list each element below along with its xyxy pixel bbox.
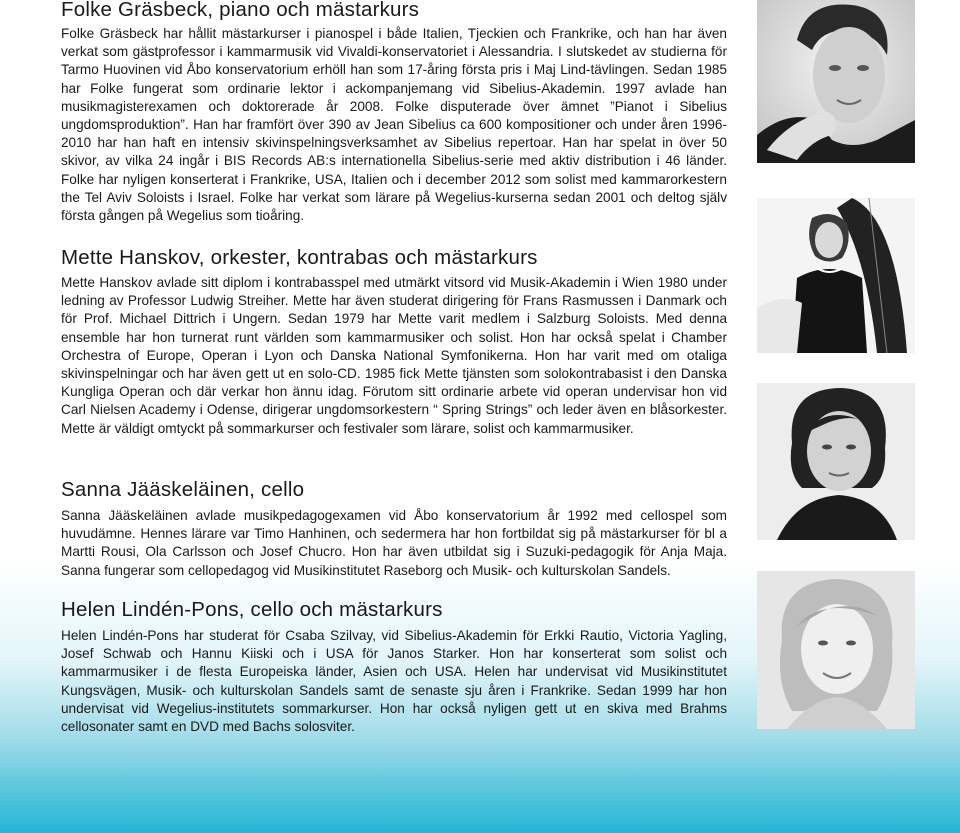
portrait-photo-mette-hanskov [757, 198, 915, 353]
portrait-photo-sanna-jaaskelainen [757, 383, 915, 540]
portrait-photo-folke-grasbeck [757, 0, 915, 163]
section-body: Folke Gräsbeck har hållit mästarkurser i pianospel i både Italien, Tjeckien och Frankrike, och han har även verkat som gästprofessor i kammarmusik vid Vivaldi-konservatoriet i Alessandria. I slutskedet av studierna för Tarmo Huovinen vid Åbo konservatorium erhöll han som 17-åring första pris i Maj Lind-tävlingen. Sedan 1985 har Folke fungerat som ordinarie lektor i ackompanjemang vid Sibelius-Akademin. 1997 avlade han musikmagisterexamen och doktorerade år 2008. Folke disputerade över ämnet ”Pianot i Sibelius ungdomsproduktion”. Han har framfört över 390 av Jean Sibelius ca 600 kompositioner och under åren 1996-2010 har han haft en intensiv skivinspelningsverksamhet av Sibelius repertoar. Han har spelat in över 50 skivor, av vilka 24 ingår i BIS Records AB:s internationella Sibelius-serie med aktiv distribution i 46 länder. Folke har nyligen konserterat i Frankrike, USA, Italien och i december 2012 som solist med kammarorkestern the Tel Aviv Soloists i Israel. Folke har verkat som lärare på Wegelius-kurserna sedan 2001 och deltog själv första gången på Wegelius som tioåring. [61, 26, 727, 224]
section-helen-linden-pons [61, 598, 727, 736]
section-body: Mette Hanskov avlade sitt diplom i kontrabasspel med utmärkt vitsord vid Musik-Akademin i Wien 1980 under ledning av Professor Ludwig Streiher. Mette har även studerat dirigering för Frans Rasmussen i Danmark och för Prof. Michael Dittrich i Ungern. Sedan 1979 har Mette varit medlem i Salzburg Soloists. Med denna ensemble har hon turnerat runt världen som kammarmusiker och solist. Hon har också spelat i Chamber Orchestra of Europe, Operan i Lyon och Danska National Symfonikerna. Hon har varit med om otaliga skivinspelningar och har även gett ut en solo-CD. 1985 fick Mette tjänsten som solokontrabasist i den Danska Kungliga Operan och där verkar hon ännu idag. Förutom sitt ordinarie arbete vid operan undervisar hon vid Carl Nielsen Academy i Odense, dirigerar ungdomsorkestern “ Spring Strings” och leder även en blåsorkester. Mette är väldigt omtyckt på sommarkurser och festivaler som lärare, solist och kammarmusiker. [61, 275, 727, 436]
section-body: Helen Lindén-Pons har studerat för Csaba Szilvay, vid Sibelius-Akademin för Erkki Rautio, Victoria Yagling, Josef Schwab och Hannu Kiiski och i USA för Janos Starker. Hon har konserterat som solist och kammarmusiker i de flesta Europeiska länder, Asien och USA. Helen har undervisat vid Musikinstitutet Kungsvägen, Musik- och kulturskolan Sandels samt de senaste sju åren i Frankrike. Sedan 1999 har hon undervisat vid Wegelius-institutets sommarkurser. Hon har också nyligen gett ut en skiva med Brahms cellosonater samt en DVD med Bachs solosviter. [61, 628, 727, 735]
section-heading: Sanna Jääskeläinen, cello [61, 478, 305, 501]
section-heading: Mette Hanskov, orkester, kontrabas och mästarkurs [61, 246, 538, 269]
section-heading: Folke Gräsbeck, piano och mästarkurs [61, 0, 420, 21]
section-body: Sanna Jääskeläinen avlade musikpedagogexamen vid Åbo konservatorium år 1992 med cellospel som huvudämne. Hennes lärare var Timo Hanhinen, och sedermera har hon fortbildat sig på mästarkurser för bl a Martti Rousi, Ola Carlsson och Josef Chucro. Hon har även utbildat sig i Suzuki-pedagogik för Anja Maja. Sanna fungerar som cellopedagog vid Musikinstitutet Raseborg och Musik- och kulturskolan Sandels. [61, 508, 727, 578]
section-folke-grasbeck [61, 0, 727, 225]
portrait-photo-helen-linden-pons [757, 571, 915, 729]
section-heading: Helen Lindén-Pons, cello och mästarkurs [61, 598, 443, 621]
section-sanna-jaaskelainen [61, 478, 727, 580]
section-mette-hanskov [61, 246, 727, 438]
